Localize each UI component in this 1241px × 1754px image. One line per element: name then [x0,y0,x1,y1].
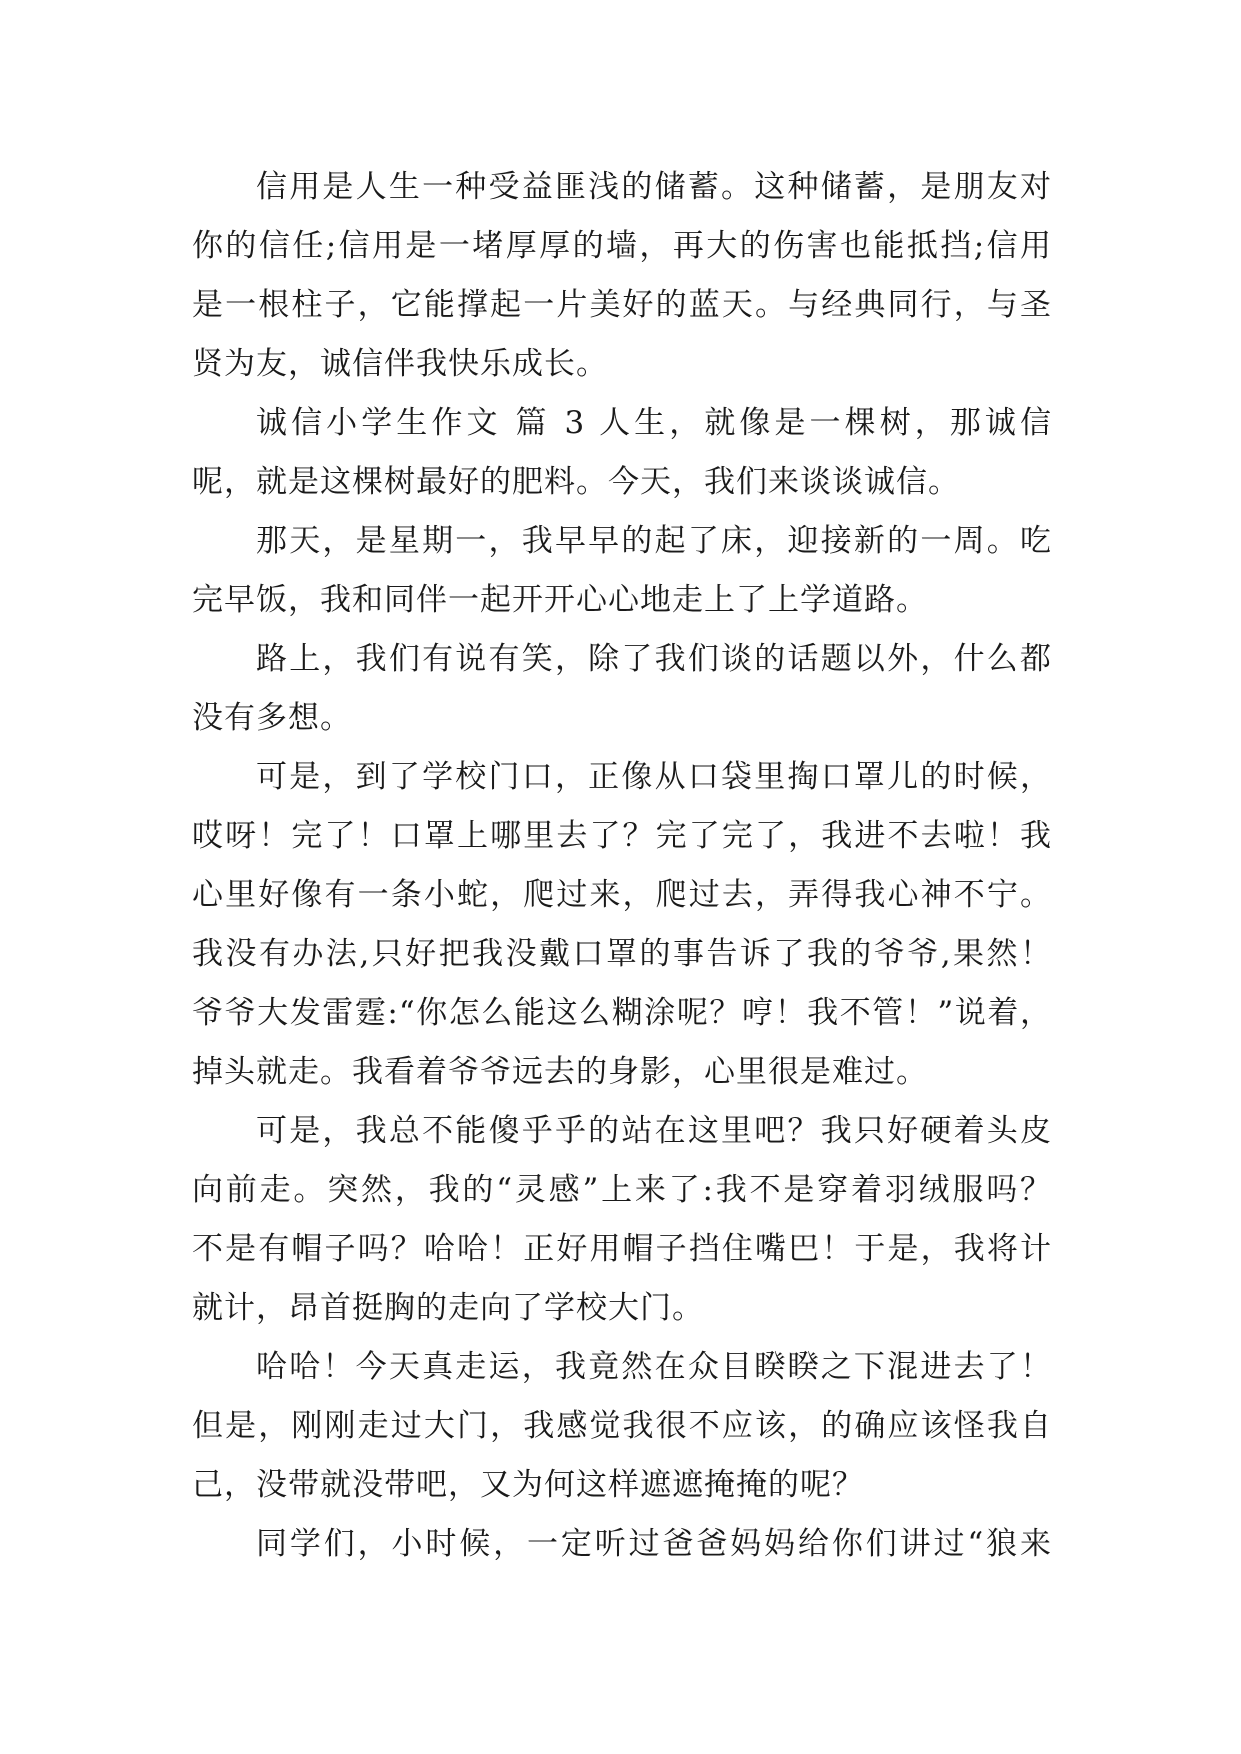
text-line: 是一根柱子，它能撑起一片美好的蓝天。与经典同行，与圣 [192,287,1052,323]
text-line: 己，没带就没带吧，又为何这样遮遮掩掩的呢？ [192,1467,864,1503]
text-line: 可是，我总不能傻乎乎的站在这里吧？我只好硬着头皮 [256,1113,1052,1149]
text-line: 我没有办法,只好把我没戴口罩的事告诉了我的爷爷,果然！ [192,936,1052,972]
text-line: 就计，昂首挺胸的走向了学校大门。 [192,1290,704,1326]
text-line: 诚信小学生作文 篇 3 人生，就像是一棵树，那诚信 [256,405,1052,441]
text-line: 爷爷大发雷霆:“你怎么能这么糊涂呢？哼！我不管！”说着， [192,995,1052,1031]
text-line: 路上，我们有说有笑，除了我们谈的话题以外，什么都 [256,641,1052,677]
text-line: 哈哈！今天真走运，我竟然在众目睽睽之下混进去了！ [256,1349,1052,1385]
text-line: 完早饭，我和同伴一起开开心心地走上了上学道路。 [192,582,928,618]
text-line: 掉头就走。我看着爷爷远去的身影，心里很是难过。 [192,1054,928,1090]
text-line: 心里好像有一条小蛇，爬过来，爬过去，弄得我心神不宁。 [192,877,1052,913]
text-line: 那天，是星期一，我早早的起了床，迎接新的一周。吃 [256,523,1052,559]
text-line: 不是有帽子吗？哈哈！正好用帽子挡住嘴巴！于是，我将计 [192,1231,1052,1267]
text-line: 可是，到了学校门口，正像从口袋里掏口罩儿的时候， [256,759,1052,795]
text-line: 哎呀！完了！口罩上哪里去了？完了完了，我进不去啦！我 [192,818,1052,854]
text-line: 贤为友，诚信伴我快乐成长。 [192,346,608,382]
text-line: 信用是人生一种受益匪浅的储蓄。这种储蓄，是朋友对 [256,169,1052,205]
text-line: 呢，就是这棵树最好的肥料。今天，我们来谈谈诚信。 [192,464,960,500]
text-line: 同学们，小时候，一定听过爸爸妈妈给你们讲过“狼来 [256,1526,1052,1562]
text-line: 你的信任;信用是一堵厚厚的墙，再大的伤害也能抵挡;信用 [192,228,1052,264]
text-line: 没有多想。 [192,700,352,736]
essay-text [192,158,1052,1574]
text-line: 向前走。突然，我的“灵感”上来了:我不是穿着羽绒服吗？ [192,1172,1052,1208]
text-line: 但是，刚刚走过大门，我感觉我很不应该，的确应该怪我自 [192,1408,1052,1444]
